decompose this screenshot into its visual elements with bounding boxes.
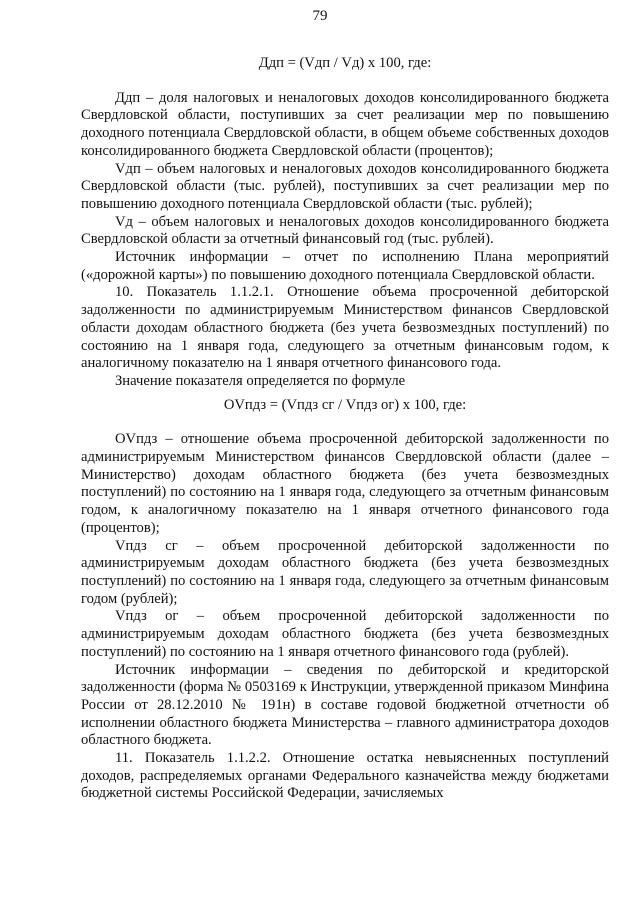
- definition-ddp: Ддп – доля налоговых и неналоговых доходов консолидированного бюджета Свердловской области, поступивших за счет реализации мер по повышению доходного потенциала Свердловской области, в общем объеме собственных доходов консолидированного бюджета Свердловской области (процентов);: [81, 89, 609, 159]
- definition-ovpdz: OVпдз – отношение объема просроченной дебиторской задолженности по администрируемым Министерством финансов Свердловской области (далее – Министерство) доходам областного бюджета (без учета безвозмездных поступлений) по состоянию на 1 января года, следующего за отчетным финансовым годом, к аналогичному показателю на 1 января отчетного финансового года (процентов);: [81, 431, 609, 536]
- source-info-1: Источник информации – отчет по исполнению Плана мероприятий («дорожной карты») по повышению доходного потенциала Свердловской области.: [81, 249, 609, 283]
- document-body: [81, 55, 609, 803]
- indicator-11: 11. Показатель 1.1.2.2. Отношение остатка невыясненных поступлений доходов, распределяемых органами Федерального казначейства между бюджетами бюджетной системы Российской Федерации, зачисляемых: [81, 750, 609, 802]
- definition-vd: Vд – объем налоговых и неналоговых доходов консолидированного бюджета Свердловской области за отчетный финансовый год (тыс. рублей).: [81, 213, 609, 248]
- indicator-10: 10. Показатель 1.1.2.1. Отношение объема просроченной дебиторской задолженности по администрируемым Министерством финансов Свердловской области доходам областного бюджета (без учета безвозмездных поступлений) по состоянию на 1 января года, следующего за отчетным финансовым годом, к аналогичному показателю на 1 января отчетного финансового года.: [81, 284, 609, 372]
- source-info-2: Источник информации – сведения по дебиторской и кредиторской задолженности (форма № 0503169 к Инструкции, утвержденной приказом Минфина России от 28.12.2010 № 191н) в составе годовой бюджетной отчетности об исполнении областного бюджета Министерства – главного администратора доходов областного бюджета.: [81, 661, 609, 749]
- formula-ddp: Ддп = (Vдп / Vд) х 100, где:: [258, 55, 432, 71]
- formula-intro: Значение показателя определяется по формуле: [115, 372, 406, 389]
- definition-vpdz-sg: Vпдз сг – объем просроченной дебиторской задолженности по администрируемым доходам областного бюджета (без учета безвозмездных поступлений) по состоянию на 1 января года, следующего за отчетным финансовым годом (рублей);: [81, 537, 609, 607]
- formula-ovpdz: OVпдз = (Vпдз сг / Vпдз ог) х 100, где:: [223, 396, 467, 413]
- page-number: 79: [312, 8, 328, 24]
- definition-vdp: Vдп – объем налоговых и неналоговых доходов консолидированного бюджета Свердловской области (тыс. рублей), поступивших за счет реализации мер по повышению доходного потенциала Свердловской области (тыс. рублей);: [81, 160, 609, 212]
- definition-vpdz-og: Vпдз ог – объем просроченной дебиторской задолженности по администрируемым доходам областного бюджета (без учета безвозмездных поступлений) по состоянию на 1 января отчетного финансового года (рублей).: [81, 608, 609, 660]
